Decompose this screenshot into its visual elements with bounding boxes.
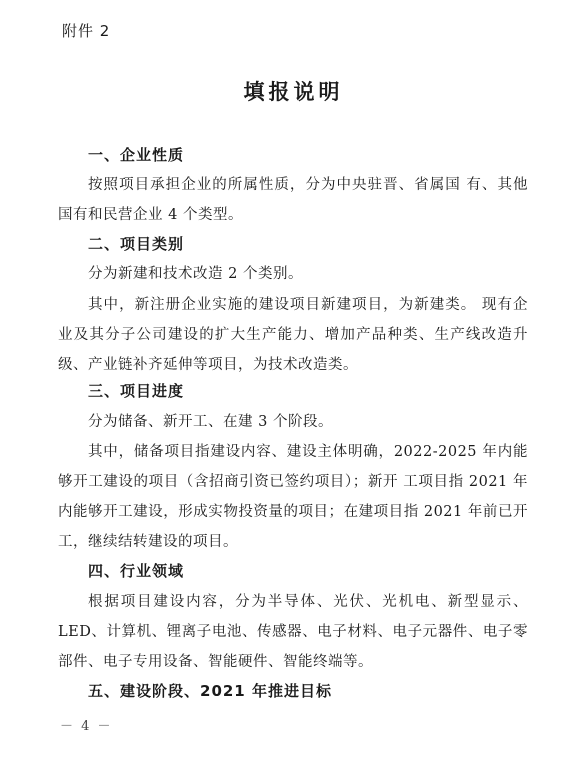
- section-heading-project-category: 二、项目类别: [88, 235, 185, 253]
- page-number: － 4 －: [60, 719, 113, 734]
- section-heading-construction-stage: 五、建设阶段、2021 年推进目标: [88, 682, 332, 700]
- section-paragraph: 其中，新注册企业实施的建设项目新建项目，为新建类。 现有企业及其分子公司建设的扩大生产能力、增加产品种类、生产线改造升级、产业链补齐延伸等项目，为技术改造类。: [58, 297, 528, 373]
- section-paragraph: 其中，储备项目指建设内容、建设主体明确，2022-2025 年内能够开工建设的项目（含招商引资已签约项目）；新开 工项目指 2021 年内能够开工建设，形成实物投资量的项目；在建项目指 2021 年前已开工，继续结转建设的项目。: [58, 444, 528, 550]
- section-heading-industry-field: 四、行业领域: [88, 562, 185, 580]
- section-heading-enterprise-nature: 一、企业性质: [88, 146, 185, 164]
- section-paragraph: 分为储备、新开工、在建 3 个阶段。: [88, 414, 333, 430]
- attachment-label: 附件 2: [62, 22, 111, 40]
- section-heading-project-progress: 三、项目进度: [88, 382, 185, 400]
- section-paragraph: 分为新建和技术改造 2 个类别。: [88, 266, 303, 282]
- page-title: 填报说明: [243, 80, 344, 104]
- section-paragraph: 根据项目建设内容，分为半导体、光伏、光机电、新型显示、LED、计算机、锂离子电池、传感器、电子材料、电子元器件、电子零部件、电子专用设备、智能硬件、智能终端等。: [58, 594, 528, 670]
- section-paragraph: 按照项目承担企业的所属性质，分为中央驻晋、省属国 有、其他国有和民营企业 4 个类型。: [58, 177, 528, 223]
